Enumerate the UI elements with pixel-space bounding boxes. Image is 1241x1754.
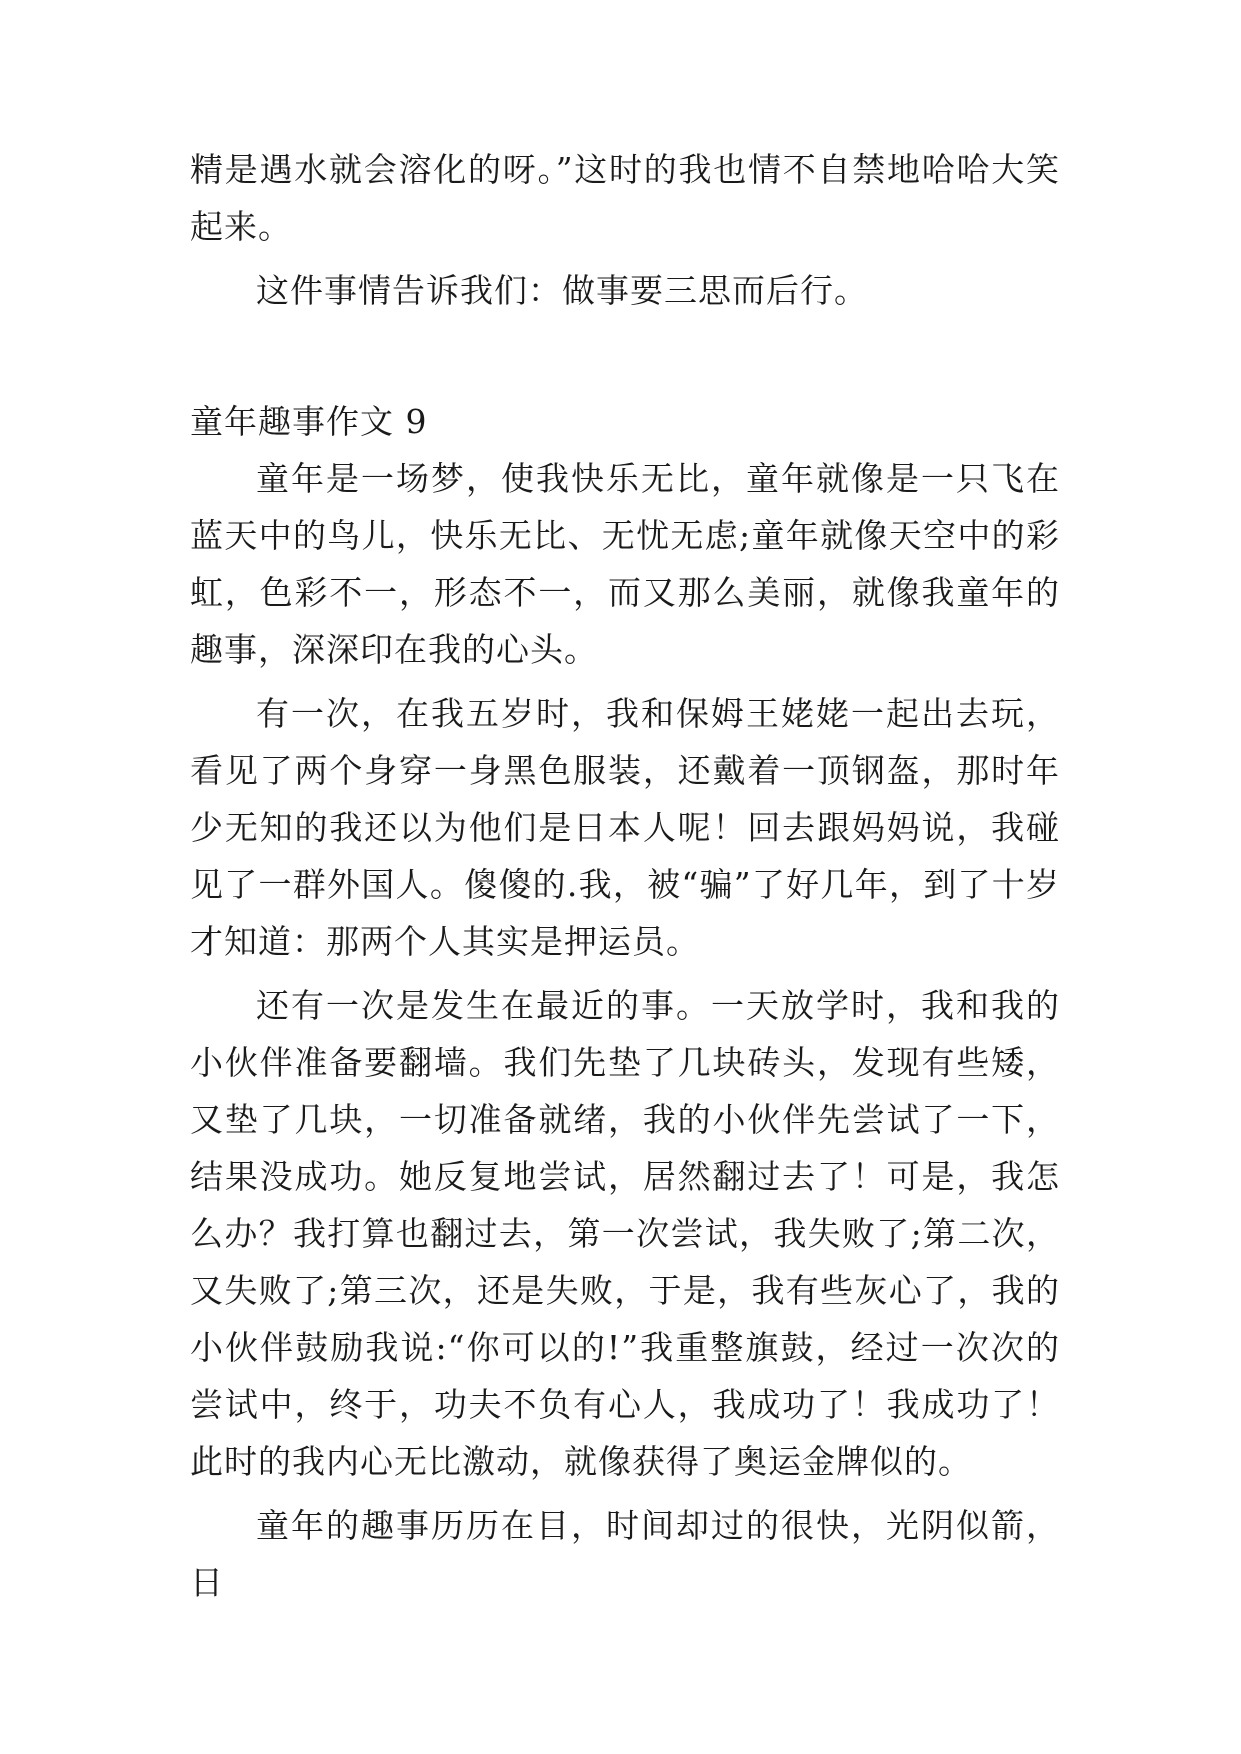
paragraph-moral: 这件事情告诉我们：做事要三思而后行。 <box>256 271 868 310</box>
section-text-block <box>190 450 1060 1611</box>
paragraph-continuation: 精是遇水就会溶化的呀。”这时的我也情不自禁地哈哈大笑起来。 <box>190 150 1060 246</box>
paragraph-4: 童年的趣事历历在目，时间却过的很快，光阴似箭，日 <box>190 1506 1060 1602</box>
paragraph-3: 还有一次是发生在最近的事。一天放学时，我和我的小伙伴准备要翻墙。我们先垫了几块砖头，发现有些矮，又垫了几块，一切准备就绪，我的小伙伴先尝试了一下，结果没成功。她反复地尝试，居然翻过去了！可是，我怎么办？我打算也翻过去，第一次尝试，我失败了;第二次，又失败了;第三次，还是失败，于是，我有些灰心了，我的小伙伴鼓励我说:“你可以的!”我重整旗鼓，经过一次次的尝试中，终于，功夫不负有心人，我成功了！我成功了！此时的我内心无比激动，就像获得了奥运金牌似的。 <box>190 986 1060 1481</box>
top-text-block <box>190 141 1060 319</box>
paragraph-2: 有一次，在我五岁时，我和保姆王姥姥一起出去玩，看见了两个身穿一身黑色服装，还戴着一顶钢盔，那时年少无知的我还以为他们是日本人呢！回去跟妈妈说，我碰见了一群外国人。傻傻的.我，被“骗”了好几年，到了十岁才知道：那两个人其实是押运员。 <box>190 694 1060 961</box>
section-title: 童年趣事作文 9 <box>190 402 428 441</box>
paragraph-1: 童年是一场梦，使我快乐无比，童年就像是一只飞在蓝天中的鸟儿，快乐无比、无忧无虑;童年就像天空中的彩虹，色彩不一，形态不一，而又那么美丽，就像我童年的趣事，深深印在我的心头。 <box>190 459 1060 669</box>
